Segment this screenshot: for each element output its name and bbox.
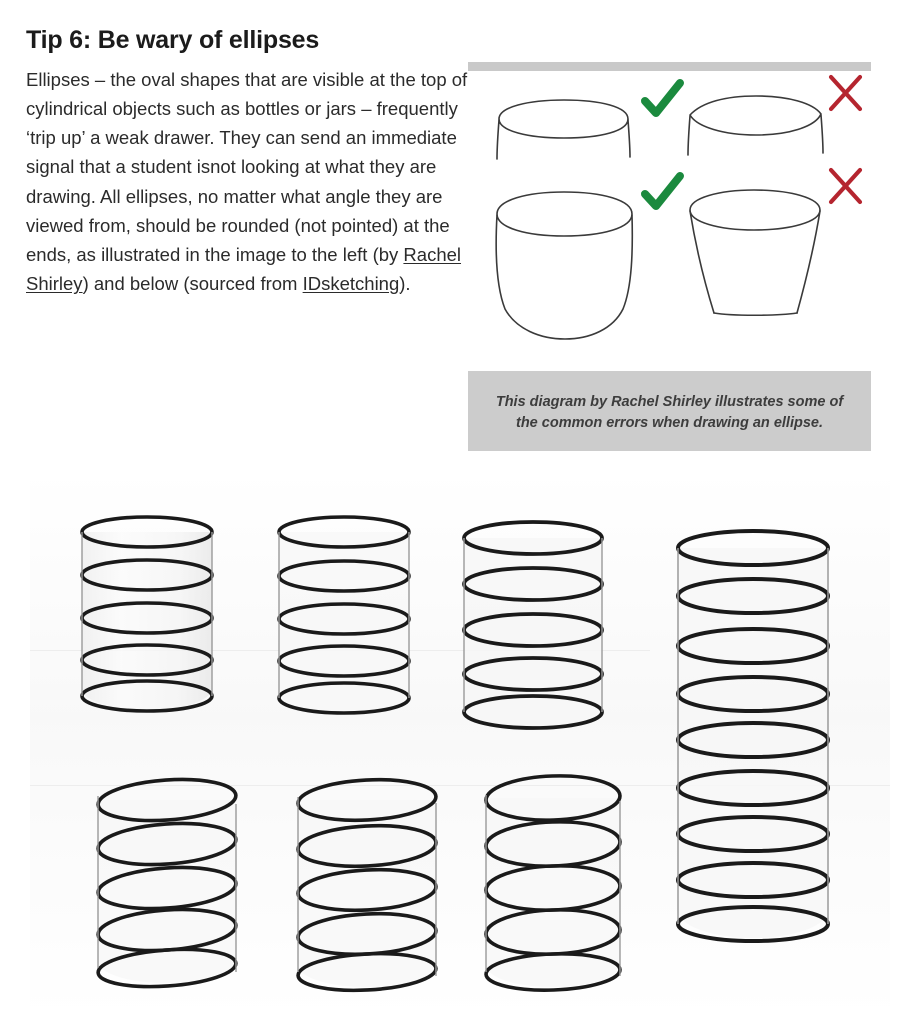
body-link1-prefix: left (by — [342, 243, 404, 265]
cylinder-3 — [448, 512, 618, 742]
mark-top-left-check-icon — [645, 83, 680, 113]
cylinder-4 — [658, 518, 848, 958]
mark-top-right-cross-icon — [831, 77, 860, 109]
ellipse-practice-photograph — [0, 460, 901, 1024]
body-suffix-text: ). — [399, 273, 411, 295]
cylinder-5 — [82, 770, 252, 1000]
cell-deep-incorrect — [690, 190, 820, 315]
article-body — [26, 65, 471, 299]
body-paragraph-1: Ellipses – the oval shapes that are visible at the top of cylindrical objects such as bottles or jars – frequently ‘trip up’ a weak drawer. They can send an immediate signal that a student isnot looking at what they are drawing. All ellipses, no matter what angle they are viewed from, should be rounded (not pointed) at the ends, as illustrated in the image to the — [26, 68, 468, 265]
page-title: Tip 6: Be wary of ellipses — [26, 26, 320, 54]
mark-bottom-left-check-icon — [645, 176, 680, 206]
link-idsketching[interactable]: IDsketching — [302, 273, 400, 295]
photo-plate — [30, 470, 890, 1020]
cylinder-6 — [282, 770, 452, 1005]
cylinder-7 — [470, 766, 635, 1006]
article-text-column — [26, 26, 471, 298]
link-rachel-shirley[interactable]: Rachel Shirley — [26, 243, 462, 295]
body-middle-text: ) and below (sourced from — [82, 273, 303, 295]
cell-shallow-correct — [497, 100, 630, 159]
ellipse-diagram-figure — [468, 62, 871, 366]
figure-caption-box — [468, 371, 871, 451]
cylinder-2 — [265, 508, 425, 728]
ellipse-diagram-drawing — [468, 71, 871, 366]
mark-bottom-right-cross-icon — [831, 170, 860, 202]
ellipse-diagram-canvas — [468, 71, 871, 366]
cell-deep-correct — [496, 192, 632, 339]
cylinder-1 — [68, 510, 228, 725]
figure-caption-text: This diagram by Rachel Shirley illustrates some of the common errors when drawing an ellipse. — [495, 394, 844, 431]
cell-shallow-incorrect — [688, 96, 823, 155]
article-top-section — [0, 0, 901, 460]
figure-top-rule — [468, 62, 871, 71]
